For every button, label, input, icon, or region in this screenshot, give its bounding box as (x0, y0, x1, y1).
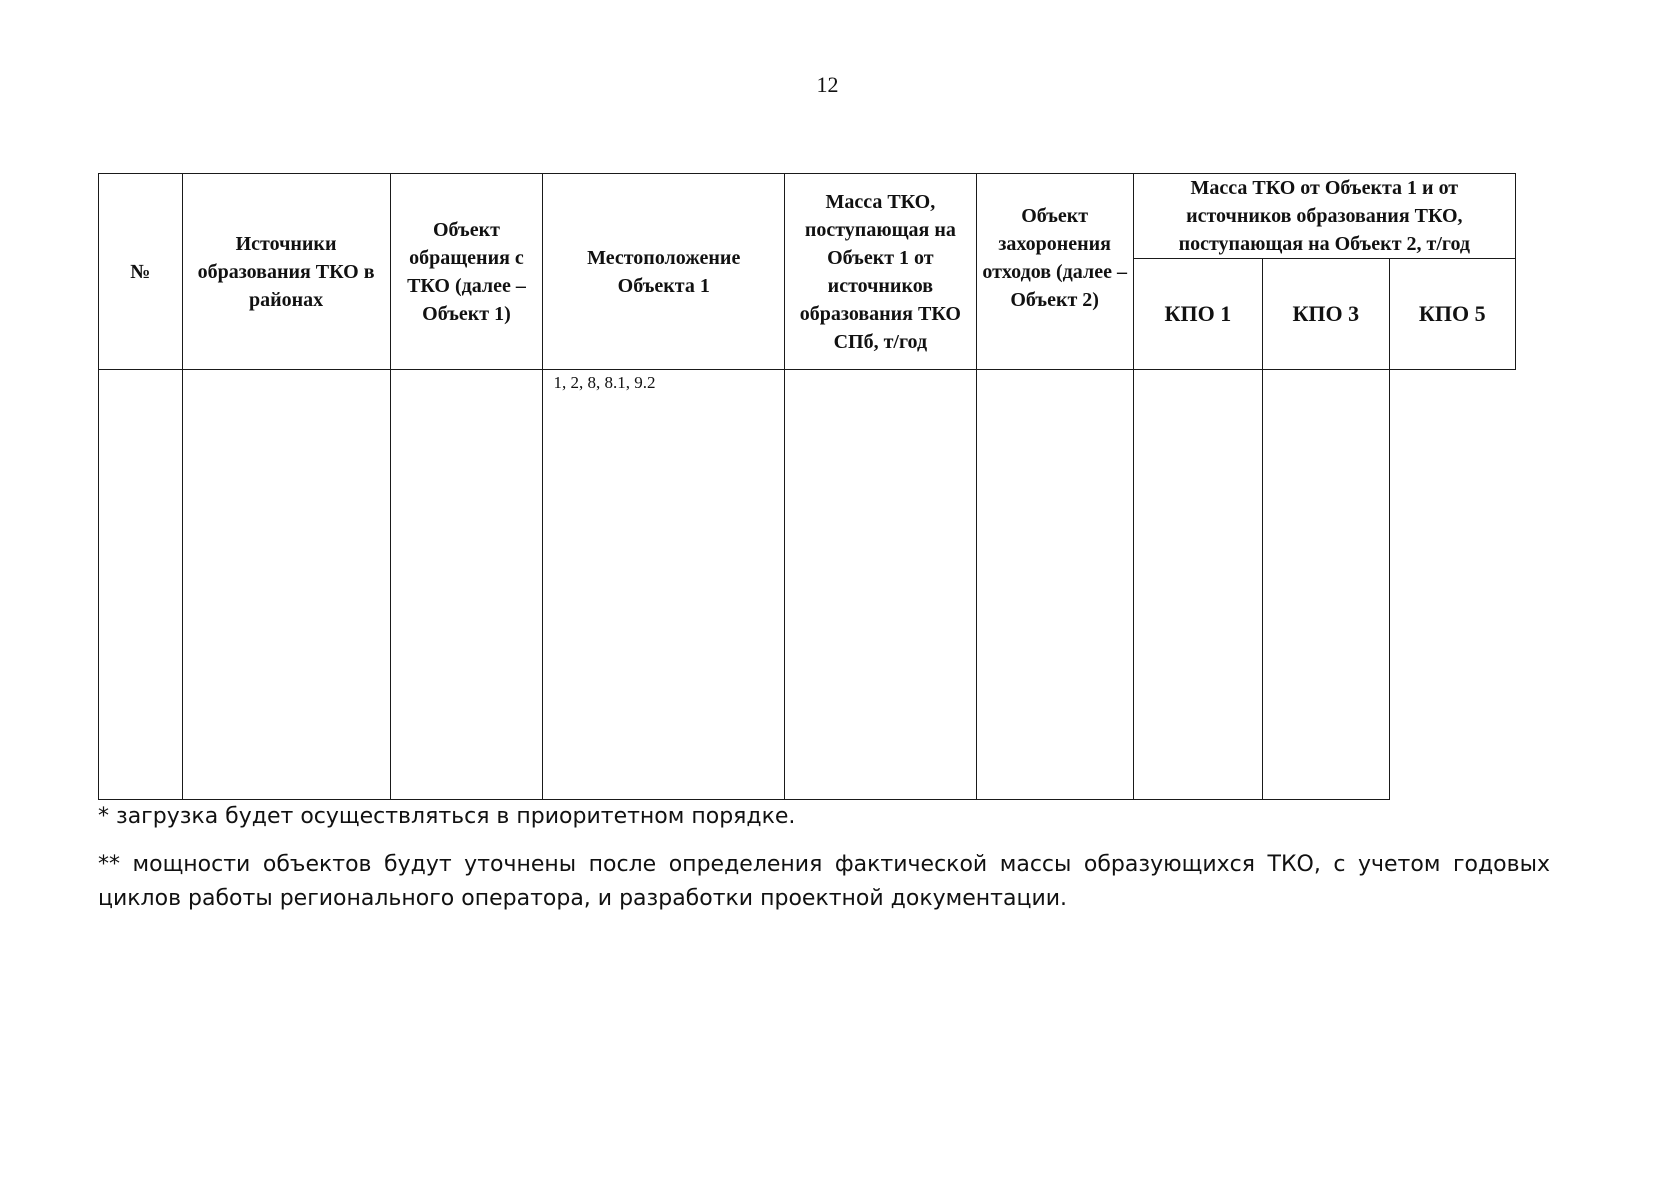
cell-kpo1 (976, 370, 1133, 800)
header-object2: Объект захоронения отходов (далее – Объект 2) (976, 174, 1133, 370)
header-kpo5: КПО 5 (1389, 259, 1515, 370)
header-sources: Источники образования ТКО в районах (182, 174, 390, 370)
page-number: 12 (816, 72, 839, 97)
cell-location: 1, 2, 8, 8.1, 9.2 (543, 370, 785, 800)
header-mass-to-object1: Масса ТКО, поступающая на Объект 1 от источников образования ТКО СПб, т/год (785, 174, 977, 370)
footnote-priority: * загрузка будет осуществляться в приоритетном порядке. (98, 804, 796, 829)
cell-object1 (390, 370, 543, 800)
header-number: № (99, 174, 183, 370)
header-location: Местоположение Объекта 1 (543, 174, 785, 370)
cell-kpo5 (1263, 370, 1389, 800)
table-header-row (99, 174, 1516, 259)
cell-kpo3 (1133, 370, 1262, 800)
waste-flow-table (98, 173, 1516, 800)
cell-number (99, 370, 183, 800)
header-mass-to-object2: Масса ТКО от Объекта 1 и от источников образования ТКО, поступающая на Объект 2, т/год (1133, 174, 1515, 259)
footnote-capacity: ** мощности объектов будут уточнены после определения фактической массы образующихся ТКО, с учетом годовых циклов работы регионального оператора, и разработки проектной документации. (98, 852, 1550, 911)
header-kpo3: КПО 3 (1263, 259, 1389, 370)
table-row (99, 370, 1516, 800)
cell-mass-to-object1 (785, 370, 977, 800)
cell-sources (182, 370, 390, 800)
header-object1: Объект обращения с ТКО (далее – Объект 1) (390, 174, 543, 370)
header-kpo1: КПО 1 (1133, 259, 1262, 370)
